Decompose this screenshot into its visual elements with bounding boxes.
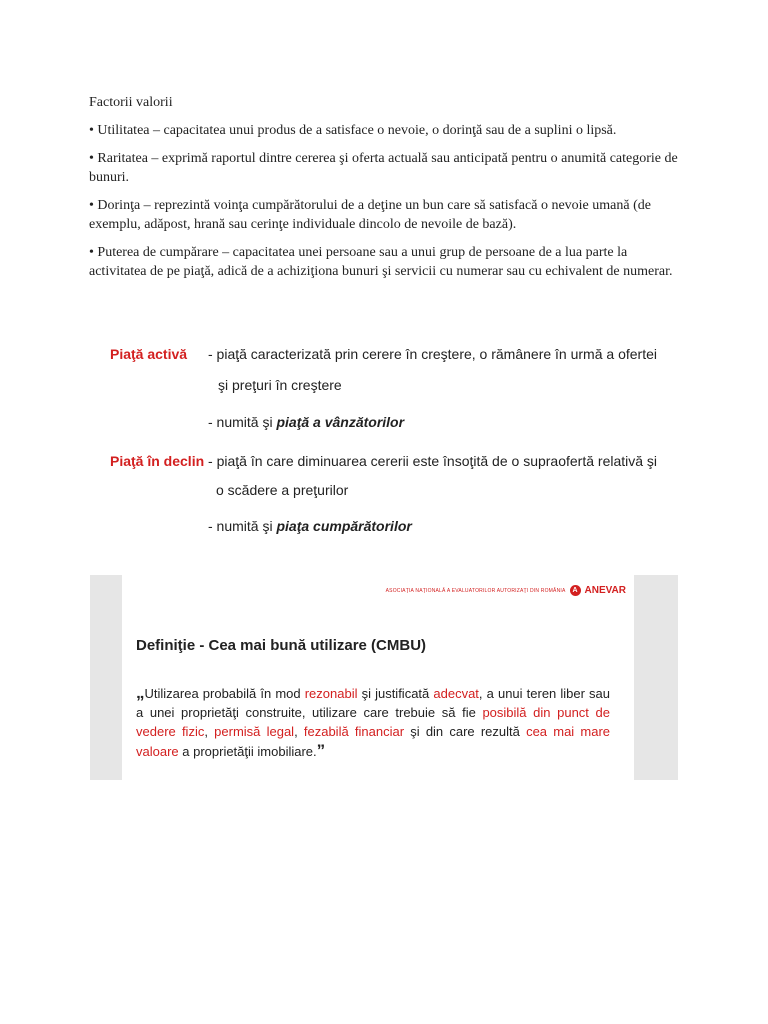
declining-market-aka-name: piaţa cumpărătorilor <box>276 518 412 534</box>
quote-highlight: posibilă din punct de vedere fizic <box>136 705 611 739</box>
bullet-purchasing-power: • Puterea de cumpărare – capacitatea unei persoane sau a unui grup de persoane de a lua parte la activitatea de pe piaţă, adică de a achiziţiona bunuri şi servicii cu numerar sau cu echivalent de numerar. <box>89 245 673 279</box>
bullet-desire: • Dorinţa – reprezintă voinţa cumpărătorului de a deţine un bun care să satisfacă o nevoie umană (de exemplu, adăpost, hrană sau cerinţe individuale dincolo de nevoile de bază). <box>89 198 651 232</box>
quote-text: , <box>294 724 304 739</box>
slide-content <box>122 575 634 780</box>
active-market-aka-prefix: - numită şi <box>208 414 277 430</box>
slide-org-header <box>386 585 626 596</box>
quote-highlight: fezabilă financiar <box>303 724 405 739</box>
quote-highlight: adecvat <box>433 686 479 701</box>
quote-text: a proprietăţii imobiliare. <box>178 744 317 759</box>
slide-title: Definiţie - Cea mai bună utilizare (CMBU) <box>136 637 427 654</box>
active-market-aka-name: piaţă a vânzătorilor <box>276 414 405 430</box>
quote-text: , <box>204 724 215 739</box>
quote-close: ” <box>316 741 326 760</box>
declining-market-label: Piaţă în declin <box>110 453 205 469</box>
bullet-scarcity: • Raritatea – exprimă raportul dintre cererea şi oferta actuală sau anticipată pentru o anumită categorie de bunuri. <box>89 151 678 185</box>
declining-market-desc-2: o scădere a preţurilor <box>216 482 349 498</box>
active-market-aka <box>208 414 404 430</box>
declining-market-row <box>110 453 657 469</box>
quote-text: , a unui teren liber sau a unei proprietăţi construite, utilizare care trebuie să fie <box>136 686 611 720</box>
anevar-logo-icon: A <box>570 585 581 596</box>
declining-market-desc-1: - piaţă în care diminuarea cererii este însoţită de o supraofertă relativă şi <box>204 453 658 469</box>
quote-highlight: rezonabil <box>304 686 358 701</box>
quote-highlight: cea mai mare valoare <box>136 724 610 759</box>
declining-market-aka-prefix: - numită şi <box>208 518 277 534</box>
active-market-desc-1: - piaţă caracterizată prin cerere în creştere, o rămânere în urmă a ofertei <box>208 346 657 362</box>
definition-slide <box>90 575 678 780</box>
quote-text: şi din care rezultă <box>404 724 527 739</box>
quote-open: „ <box>136 683 145 702</box>
intro-section <box>89 93 679 281</box>
active-market-label: Piaţă activă <box>110 346 188 362</box>
section-heading: Factorii valorii <box>89 95 173 110</box>
quote-highlight: permisă legal <box>214 724 295 739</box>
quote-text: şi justificată <box>357 686 434 701</box>
declining-market-aka <box>208 518 412 534</box>
org-name: ASOCIAŢIA NAŢIONALĂ A EVALUATORILOR AUTORIZAŢI DIN ROMÂNIA <box>385 587 566 594</box>
brand-name: ANEVAR <box>584 585 626 596</box>
quote-text: Utilizarea probabilă în mod <box>144 686 305 701</box>
definition-quote <box>136 683 610 761</box>
active-market-row <box>110 346 187 362</box>
active-market-desc-2: şi preţuri în creştere <box>218 377 342 393</box>
bullet-utility: • Utilitatea – capacitatea unui produs de a satisface o nevoie, o dorinţă sau de a suplini o lipsă. <box>89 123 617 138</box>
